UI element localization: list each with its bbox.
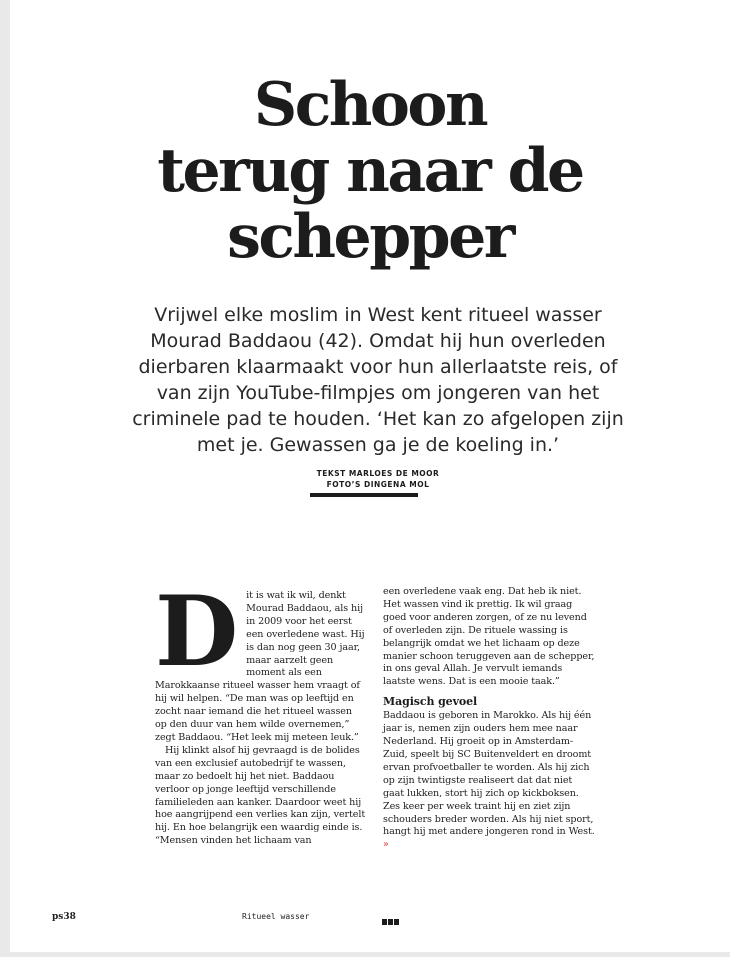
body-paragraph-3: een overledene vaak eng. Dat heb ik niet. Het wassen vind ik prettig. Ik wil graag goed voor anderen zorgen, of ze nu levend of overleden zijn. De rituele wassing is belangrijk omdat we het lichaam op deze manier schoon teruggeven aan de schepper, in ons geval Allah. Je vervult iemands laatste wens. Dat is een mooie taak.” [383, 586, 595, 688]
article-intro: Vrijwel elke moslim in West kent ritueel wasser Mourad Baddaou (42). Omdat hij hun overleden dierbaren klaarmaakt voor hun allerlaatste reis, of van zijn YouTube-filmpjes om jongeren van het criminele pad te houden. ‘Het kan zo afgelopen zijn met je. Gewassen ga je de koeling in.’ [132, 304, 624, 456]
subheading: Magisch gevoel [383, 695, 478, 709]
article-title [10, 72, 730, 270]
section-marker-icon [382, 912, 400, 918]
title-line-1: Schoon [253, 70, 487, 140]
photo-credit: FOTO’S DINGENA MOL [326, 480, 430, 489]
title-line-2: terug naar de [157, 136, 583, 206]
body-column-1 [155, 575, 366, 848]
drop-cap: D [155, 575, 239, 688]
title-line-3: schepper [227, 202, 513, 272]
paragraph-1-text: it is wat ik wil, denkt Mourad Baddaou, als hij in 2009 voor het eerst een overledene wast. Hij is dan nog geen 30 jaar, maar aarzelt geen moment als een Marokkaanse ritueel wasser hem vraagt of hij wil helpen. “De man was op leeftijd en zocht naar iemand die het ritueel wassen op den duur van hem wilde overnemen,” zegt Baddaou. “Het leek mij meteen leuk.” [155, 590, 365, 743]
credits [278, 468, 478, 490]
paragraph-4-text: Baddaou is geboren in Marokko. Als hij één jaar is, nemen zijn ouders hem mee naar Nederland. Hij groeit op in Amsterdam-Zuid, speelt bij SC Buitenveldert en droomt ervan profvoetballer te worden. Als hij zich op zijn twintigste realiseert dat dat niet gaat lukken, stort hij zich op kickboksen. Zes keer per week traint hij en ziet zijn schouders breder worden. Als hij niet sport, hangt hij met andere jongeren rond in West. [383, 710, 595, 838]
magazine-page [10, 0, 730, 952]
body-paragraph-1 [155, 575, 366, 745]
body-column-2 [383, 586, 596, 852]
author-credit: TEKST MARLOES DE MOOR [316, 469, 440, 478]
section-label: Ritueel wasser [242, 912, 310, 921]
credits-underline [310, 493, 418, 497]
page-number: ps38 [52, 912, 76, 922]
body-paragraph-4 [383, 710, 596, 852]
body-paragraph-2: Hij klinkt alsof hij gevraagd is de bolides van een exclusief autobedrijf te wassen, maar zo bedoelt hij het niet. Baddaou verloor op jonge leeftijd verschillende familieleden aan kanker. Daardoor weet hij hoe aangrijpend een verlies kan zijn, vertelt hij. En hoe belangrijk een waardig einde is. “Mensen vinden het lichaam van [155, 744, 366, 847]
continue-arrow-icon: » [383, 839, 389, 851]
